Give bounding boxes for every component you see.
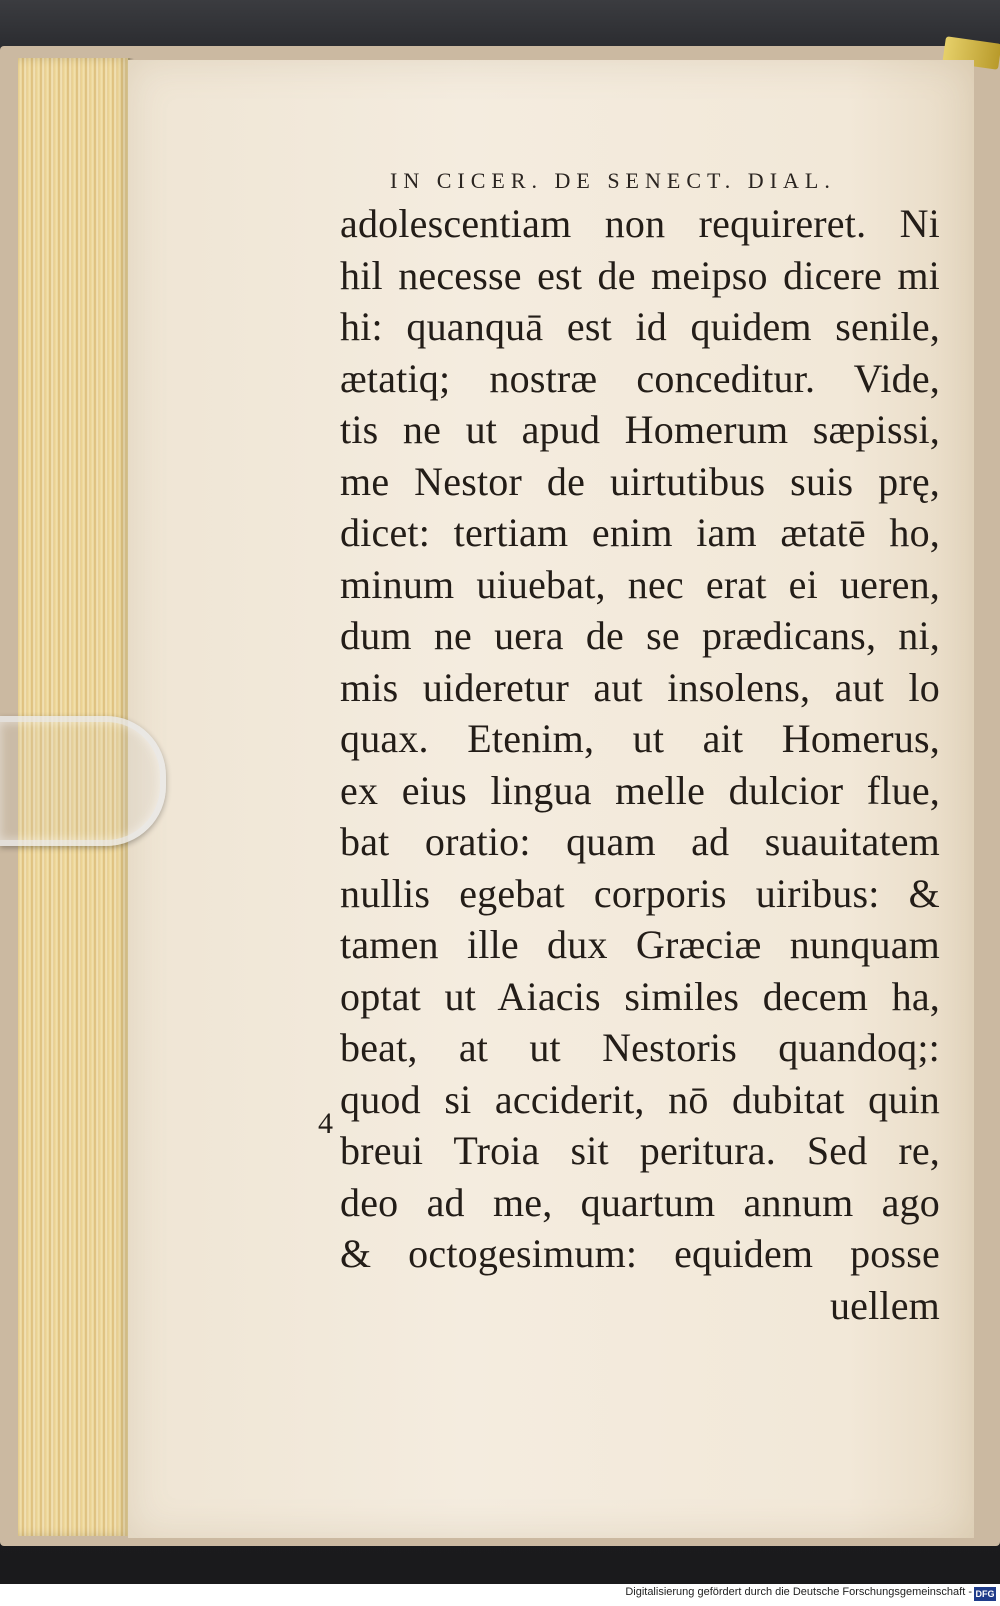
text-line: hil necesse est de meipso dicere mi [340, 252, 940, 298]
text-line: optat ut Aiacis similes decem ha, [340, 973, 940, 1019]
text-line: adolescentiam non requireret. Ni [340, 201, 940, 246]
text-line: nullis egebat corporis uiribus: & [340, 870, 940, 916]
text-line: hi: quanquā est id quidem senile, [340, 304, 940, 349]
text-line: tamen ille dux Græciæ nunquam [340, 922, 940, 967]
text-block [340, 198, 940, 1331]
page-clip [0, 716, 166, 846]
scanner-backdrop [0, 0, 1000, 48]
text-line: ætatiq; nostræ conceditur. Vide, [340, 355, 940, 401]
text-line: beat, at ut Nestoris quandoq;: [340, 1025, 940, 1070]
running-head: IN CICER. DE SENECT. DIAL. [390, 168, 836, 193]
text-line: & octogesimum: equidem posse [340, 1231, 940, 1276]
text-line: quod si acciderit, nō dubitat quin [340, 1076, 940, 1122]
digitization-credit: Digitalisierung gefördert durch die Deutsche Forschungsgemeinschaft - [625, 1586, 972, 1598]
dfg-logo: DFG [975, 1589, 995, 1599]
text-line: deo ad me, quartum annum ago [340, 1179, 940, 1225]
text-line: minum uiuebat, nec erat ei ueren, [340, 561, 940, 607]
text-line: dum ne uera de se prædicans, ni, [340, 613, 940, 658]
text-line: breui Troia sit peritura. Sed re, [340, 1128, 940, 1173]
margin-note: 4 [318, 1107, 333, 1140]
catchword: uellem [829, 1282, 940, 1328]
text-line: mis uideretur aut insolens, aut lo [340, 664, 940, 710]
text-line: me Nestor de uirtutibus suis prę, [340, 458, 940, 504]
text-line: tis ne ut apud Homerum sæpissi, [340, 407, 940, 452]
text-line: quax. Etenim, ut ait Homerus, [340, 716, 940, 761]
text-line: bat oratio: quam ad suauitatem [340, 819, 940, 864]
text-line: ex eius lingua melle dulcior flue, [340, 767, 940, 813]
text-line: dicet: tertiam enim iam ætatē ho, [340, 510, 940, 555]
